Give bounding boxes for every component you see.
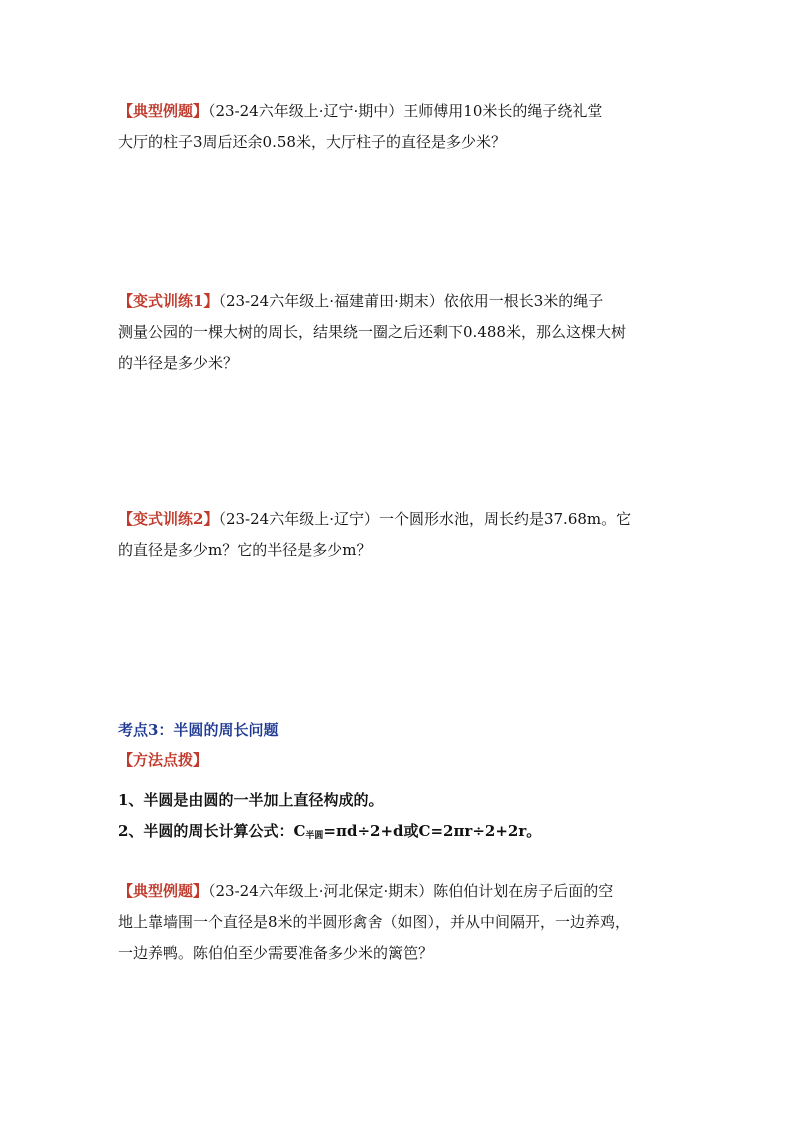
question-line: [118, 876, 678, 907]
formula-suffix: =πd÷2+d或C=2πr÷2+2r。: [323, 822, 542, 840]
question-line: [118, 286, 678, 317]
question-text: （23-24六年级上·辽宁）一个圆形水池，周长约是37.68m。它: [218, 510, 632, 528]
example-question-2: [118, 876, 678, 969]
question-line: 的直径是多少m？它的半径是多少m？: [118, 541, 372, 559]
formula-prefix: 2、半圆的周长计算公式：C: [118, 822, 306, 840]
question-tag: 【变式训练1】: [118, 292, 219, 310]
variant-question-1: [118, 286, 678, 379]
question-line: 大厅的柱子3周后还余0.58米，大厅柱子的直径是多少米？: [118, 133, 506, 151]
question-text: （23-24六年级上·辽宁·期中）王师傅用10米长的绳子绕礼堂: [208, 102, 603, 120]
question-line: [118, 96, 678, 127]
question-line: [118, 504, 678, 535]
question-text: （23-24六年级上·福建莆田·期末）依依用一根长3米的绳子: [218, 292, 604, 310]
question-line: 一边养鸭。陈伯伯至少需要准备多少米的篱笆？: [118, 944, 434, 962]
question-text: （23-24六年级上·河北保定·期末）陈伯伯计划在房子后面的空: [208, 882, 614, 900]
formula-subscript: 半圆: [305, 831, 324, 841]
rule-2: [118, 816, 541, 852]
question-tag: 【变式训练2】: [118, 510, 219, 528]
section-heading: 考点3：半圆的周长问题: [118, 721, 279, 739]
question-line: 测量公园的一棵大树的周长，结果绕一圈之后还剩下0.488米，那么这棵大树: [118, 323, 626, 341]
question-tag: 【典型例题】: [118, 882, 209, 900]
method-tag: 【方法点拨】: [118, 751, 209, 769]
rule-1: 1、半圆是由圆的一半加上直径构成的。: [118, 791, 384, 809]
variant-question-2: [118, 504, 678, 566]
example-question-1: [118, 96, 678, 158]
question-tag: 【典型例题】: [118, 102, 209, 120]
question-line: 地上靠墙围一个直径是8米的半圆形禽舍（如图），并从中间隔开，一边养鸡，: [118, 913, 631, 931]
question-line: 的半径是多少米？: [118, 354, 239, 372]
